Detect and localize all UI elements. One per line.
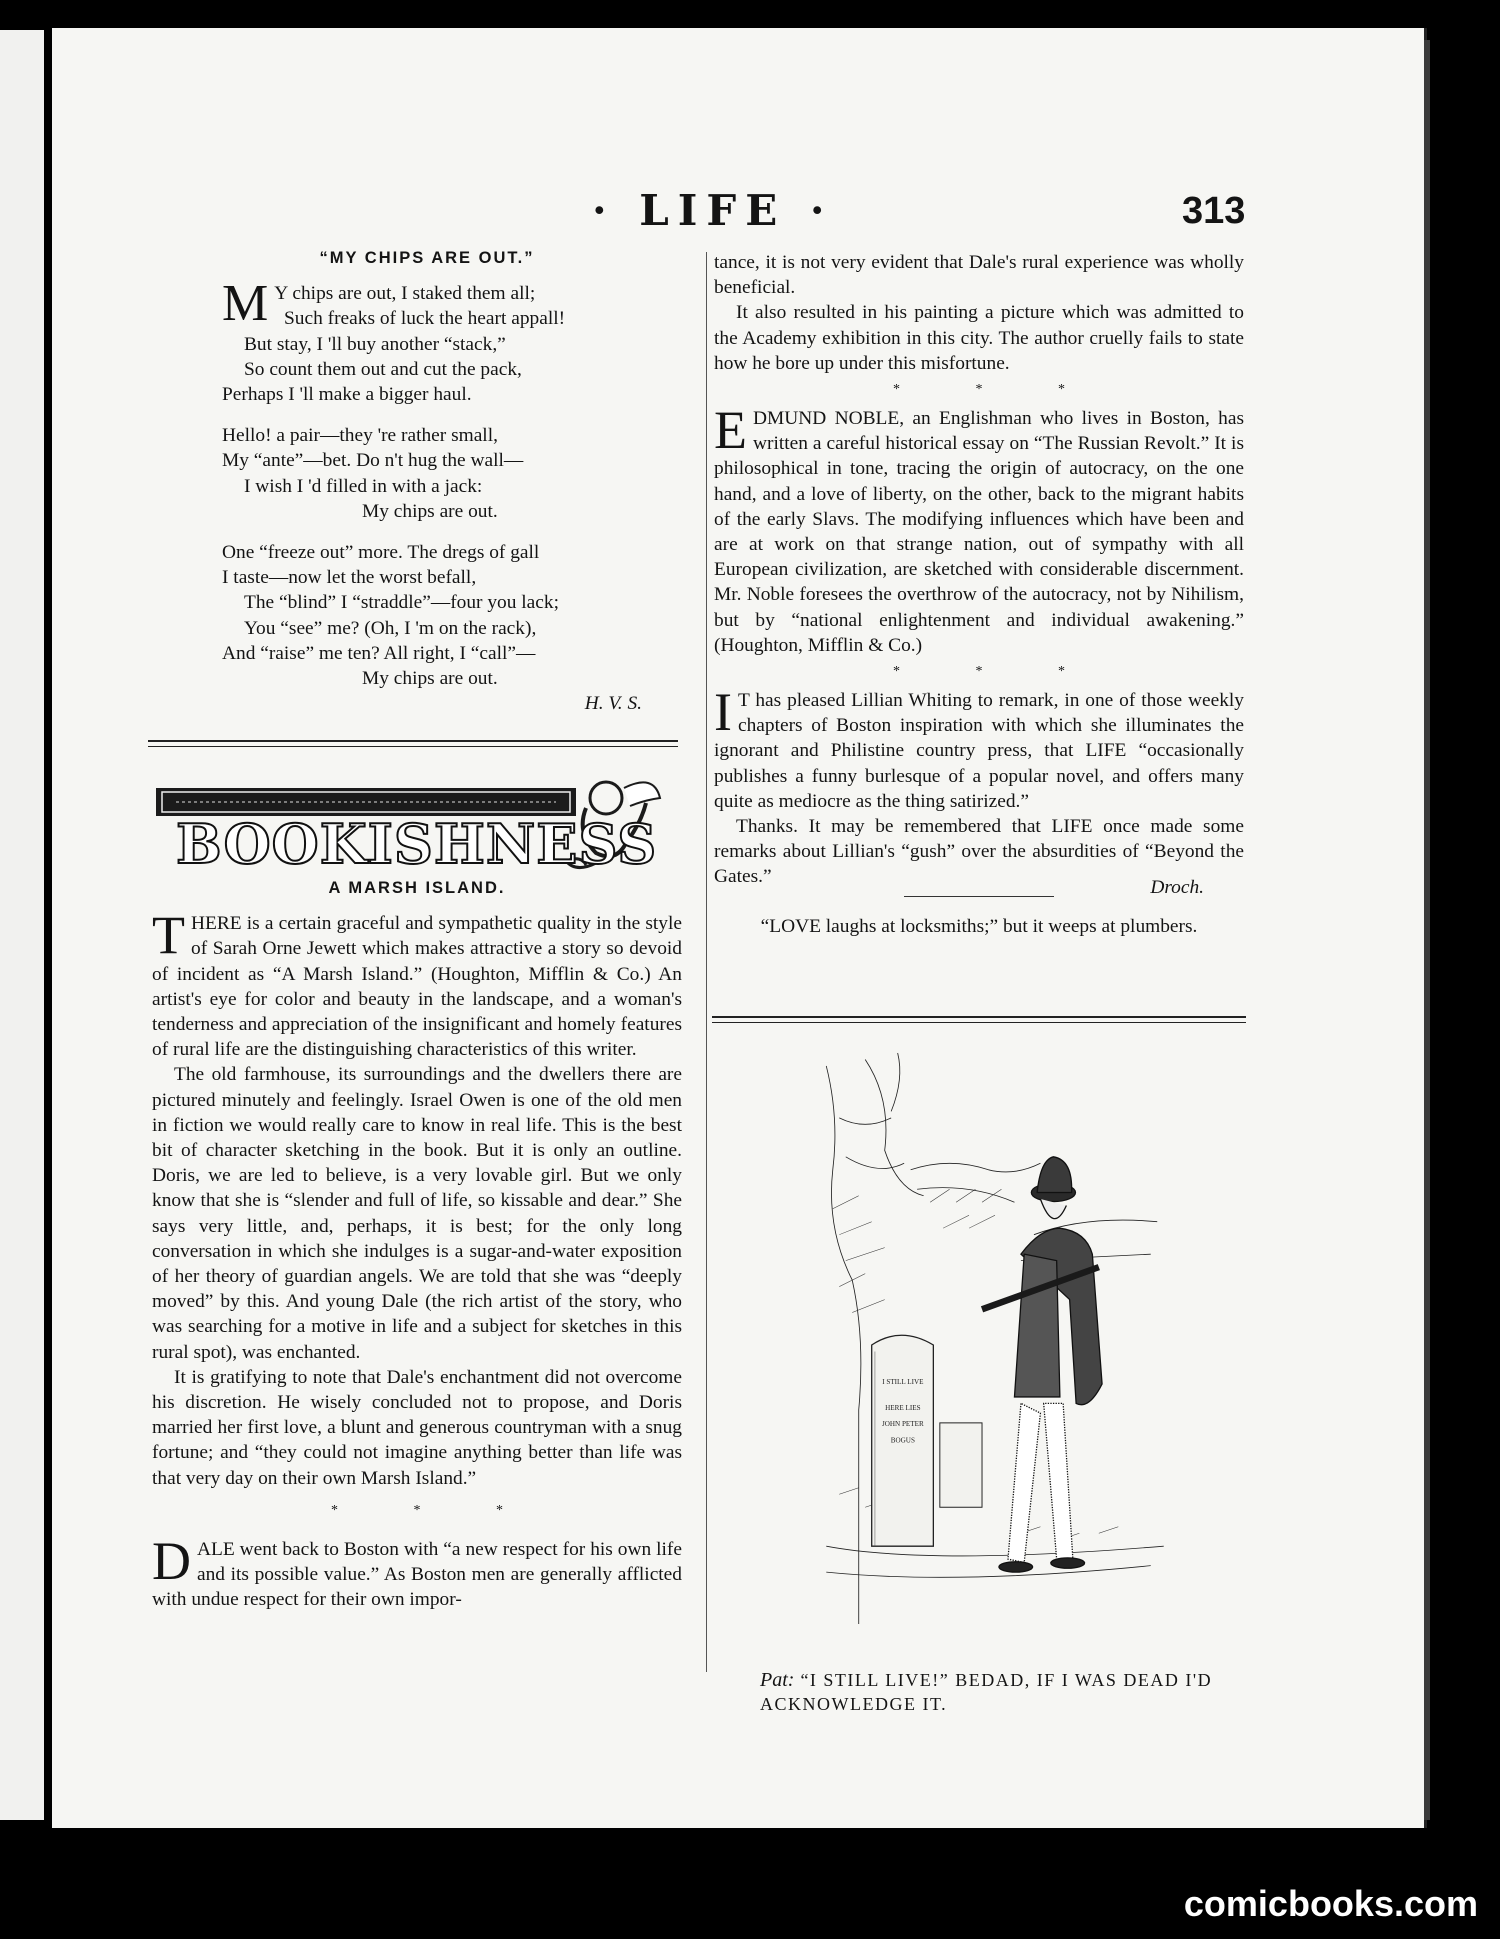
poem-line: Perhaps I 'll make a bigger haul. xyxy=(222,384,472,406)
poem-dropcap: M xyxy=(222,275,269,333)
poem-line: I taste—now let the worst befall, xyxy=(222,567,477,589)
poem-line: My chips are out. xyxy=(362,668,498,690)
section-rule xyxy=(148,740,678,747)
poem-block xyxy=(222,246,672,716)
previous-page-edge xyxy=(0,30,44,1820)
right-paragraph: It also resulted in his painting a picture which was admitted to the Academy exhibition in this city. The author cruelly fails to state how he bore up under this misfortune. xyxy=(714,302,1244,374)
droch-signature: Droch. xyxy=(1150,876,1204,898)
watermark-brand: comicbooks.com xyxy=(1183,1883,1478,1924)
right-paragraph: I T has pleased Lillian Whiting to remark, in one of those weekly chapters of Boston inspiration with which she illuminates the ignorant and Philistine country press, that LIFE “occasionally publishes a funny burlesque of a popular novel, and offers many quite as mediocre as the thing satirized.” xyxy=(714,682,1244,812)
poem-line: I wish I 'd filled in with a jack: xyxy=(244,475,483,497)
poem-line: You “see” me? (Oh, I 'm on the rack), xyxy=(244,617,537,639)
review-paragraph: THERE is a certain graceful and sympathetic quality in the style of Sarah Orne Jewett which makes attractive a story so devoid of incident as “A Marsh Island.” (Houghton, Mifflin & Co.) An artist's eye for color and beauty in the landscape, and a woman's tenderness and appreciation of the insignificant and homely features of rural life are the distinguishing characteristics of this writer. xyxy=(152,905,682,1061)
section-stars: * * * xyxy=(331,1502,539,1518)
review-paragraph: It is gratifying to note that Dale's enchantment did not overcome his discretion. He wisely concluded not to propose, and Doris married her first love, a blunt and generous countryman with a snug fortune; and “they could not imagine anything better than life was that very day on their own Marsh Island.” xyxy=(152,1366,682,1489)
stone-line: HERE LIES xyxy=(885,1403,921,1412)
caption-text: “I STILL LIVE!” BEDAD, IF I WAS DEAD I'D ACKNOWLEDGE IT. xyxy=(760,1670,1213,1714)
poem-line: My chips are out. xyxy=(362,500,498,522)
page-header xyxy=(52,186,1424,236)
dropcap-e: E xyxy=(714,400,747,461)
review-title: A MARSH ISLAND. xyxy=(328,879,506,897)
review-column xyxy=(152,876,682,1612)
column-divider xyxy=(706,252,707,1672)
review-paragraph: DALE went back to Boston with “a new respect for his own life and its possible value.” As Boston men are generally afflicted with undue respect for their own impor- xyxy=(152,1530,682,1611)
poem-stanza-3 xyxy=(222,540,672,691)
poem-line: Hello! a pair—they 're rather small, xyxy=(222,425,498,447)
dropcap-t: T xyxy=(152,905,185,966)
section-stars: * * * xyxy=(893,664,1101,680)
poem-line: But stay, I 'll buy another “stack,” xyxy=(244,333,506,355)
banner-title: BOOKISHNESS xyxy=(176,812,658,876)
poem-line: So count them out and cut the pack, xyxy=(244,358,522,380)
right-column xyxy=(714,250,1244,939)
section-rule xyxy=(712,1016,1246,1023)
dropcap-i: I xyxy=(714,682,732,743)
poem-line: My “ante”—bet. Do n't hug the wall— xyxy=(222,450,524,472)
bookishness-banner xyxy=(156,768,666,888)
poem-line: One “freeze out” more. The dregs of gall xyxy=(222,542,540,564)
poem-line: Such freaks of luck the heart appall! xyxy=(284,308,566,330)
right-paragraph: EDMUND NOBLE, an Englishman who lives in Boston, has written a careful historical essay on “The Russian Revolt.” It is philosophical in tone, tracing the origin of autocracy, on the one hand, and a love of liberty, on the other, back to the migrant habits of the early Slavs. The modifying influences which have been and are at work on that strange nation, out of sympathy with all European civilization, are sketched with considerable discernment. Mr. Noble foresees the overthrow of the autocracy, not by Nihilism, but by “national enlightenment and individual awakening.” (Houghton, Mifflin & Co.) xyxy=(714,400,1244,656)
stone-line: JOHN PETER xyxy=(881,1420,924,1429)
joke-line: “LOVE laughs at locksmiths;” but it weeps at plumbers. xyxy=(760,915,1198,937)
right-paragraph: Thanks. It may be remembered that LIFE once made some remarks about Lillian's “gush” over the absurdities of “Beyond the Gates.” xyxy=(714,816,1244,888)
cartoon-illustration xyxy=(735,1040,1255,1650)
caption-speaker: Pat: xyxy=(760,1669,795,1691)
page-number: 313 xyxy=(1182,190,1246,232)
magazine-title: · LIFE · xyxy=(592,186,834,235)
stone-line: BOGUS xyxy=(890,1436,915,1445)
dropcap-d: D xyxy=(152,1530,191,1591)
poem-stanza-1 xyxy=(222,275,672,407)
poem-line: M Y chips are out, I staked them all; xyxy=(222,275,536,333)
poem-signature: H. V. S. xyxy=(584,693,642,715)
right-paragraph: tance, it is not very evident that Dale's rural experience was wholly beneficial. xyxy=(714,252,1244,299)
poem-stanza-2 xyxy=(222,423,672,524)
poem-line: And “raise” me ten? All right, I “call”— xyxy=(222,642,536,664)
page-edge xyxy=(1424,40,1430,1820)
poem-title: “MY CHIPS ARE OUT.” xyxy=(319,249,535,267)
cartoon-caption xyxy=(760,1668,1260,1716)
graveyard-drawing xyxy=(735,1040,1255,1650)
poem-line: The “blind” I “straddle”—four you lack; xyxy=(244,592,559,614)
section-stars: * * * xyxy=(893,382,1101,398)
stone-line: I STILL LIVE xyxy=(882,1377,924,1386)
review-paragraph: The old farmhouse, its surroundings and the dwellers there are pictured minutely and feelingly. Israel Owen is one of the old men in fiction we would really care to know in real life. This is the best bit of character sketching in the book. But it is only an outline. Doris, we are led to believe, is a very lovable girl. But we only know that she is “slender and full of life, so kissable and dear.” She says very little, and, perhaps, it is best; for the only long conversation in which she indulges is a sugar-and-water exposition of her theory of guardian angels. We are told that she was “deeply moved” by this. And young Dale (the rich artist of the story, who was searching for a motive in life and a subject for sketches in this rural spot), was enchanted. xyxy=(152,1064,682,1363)
